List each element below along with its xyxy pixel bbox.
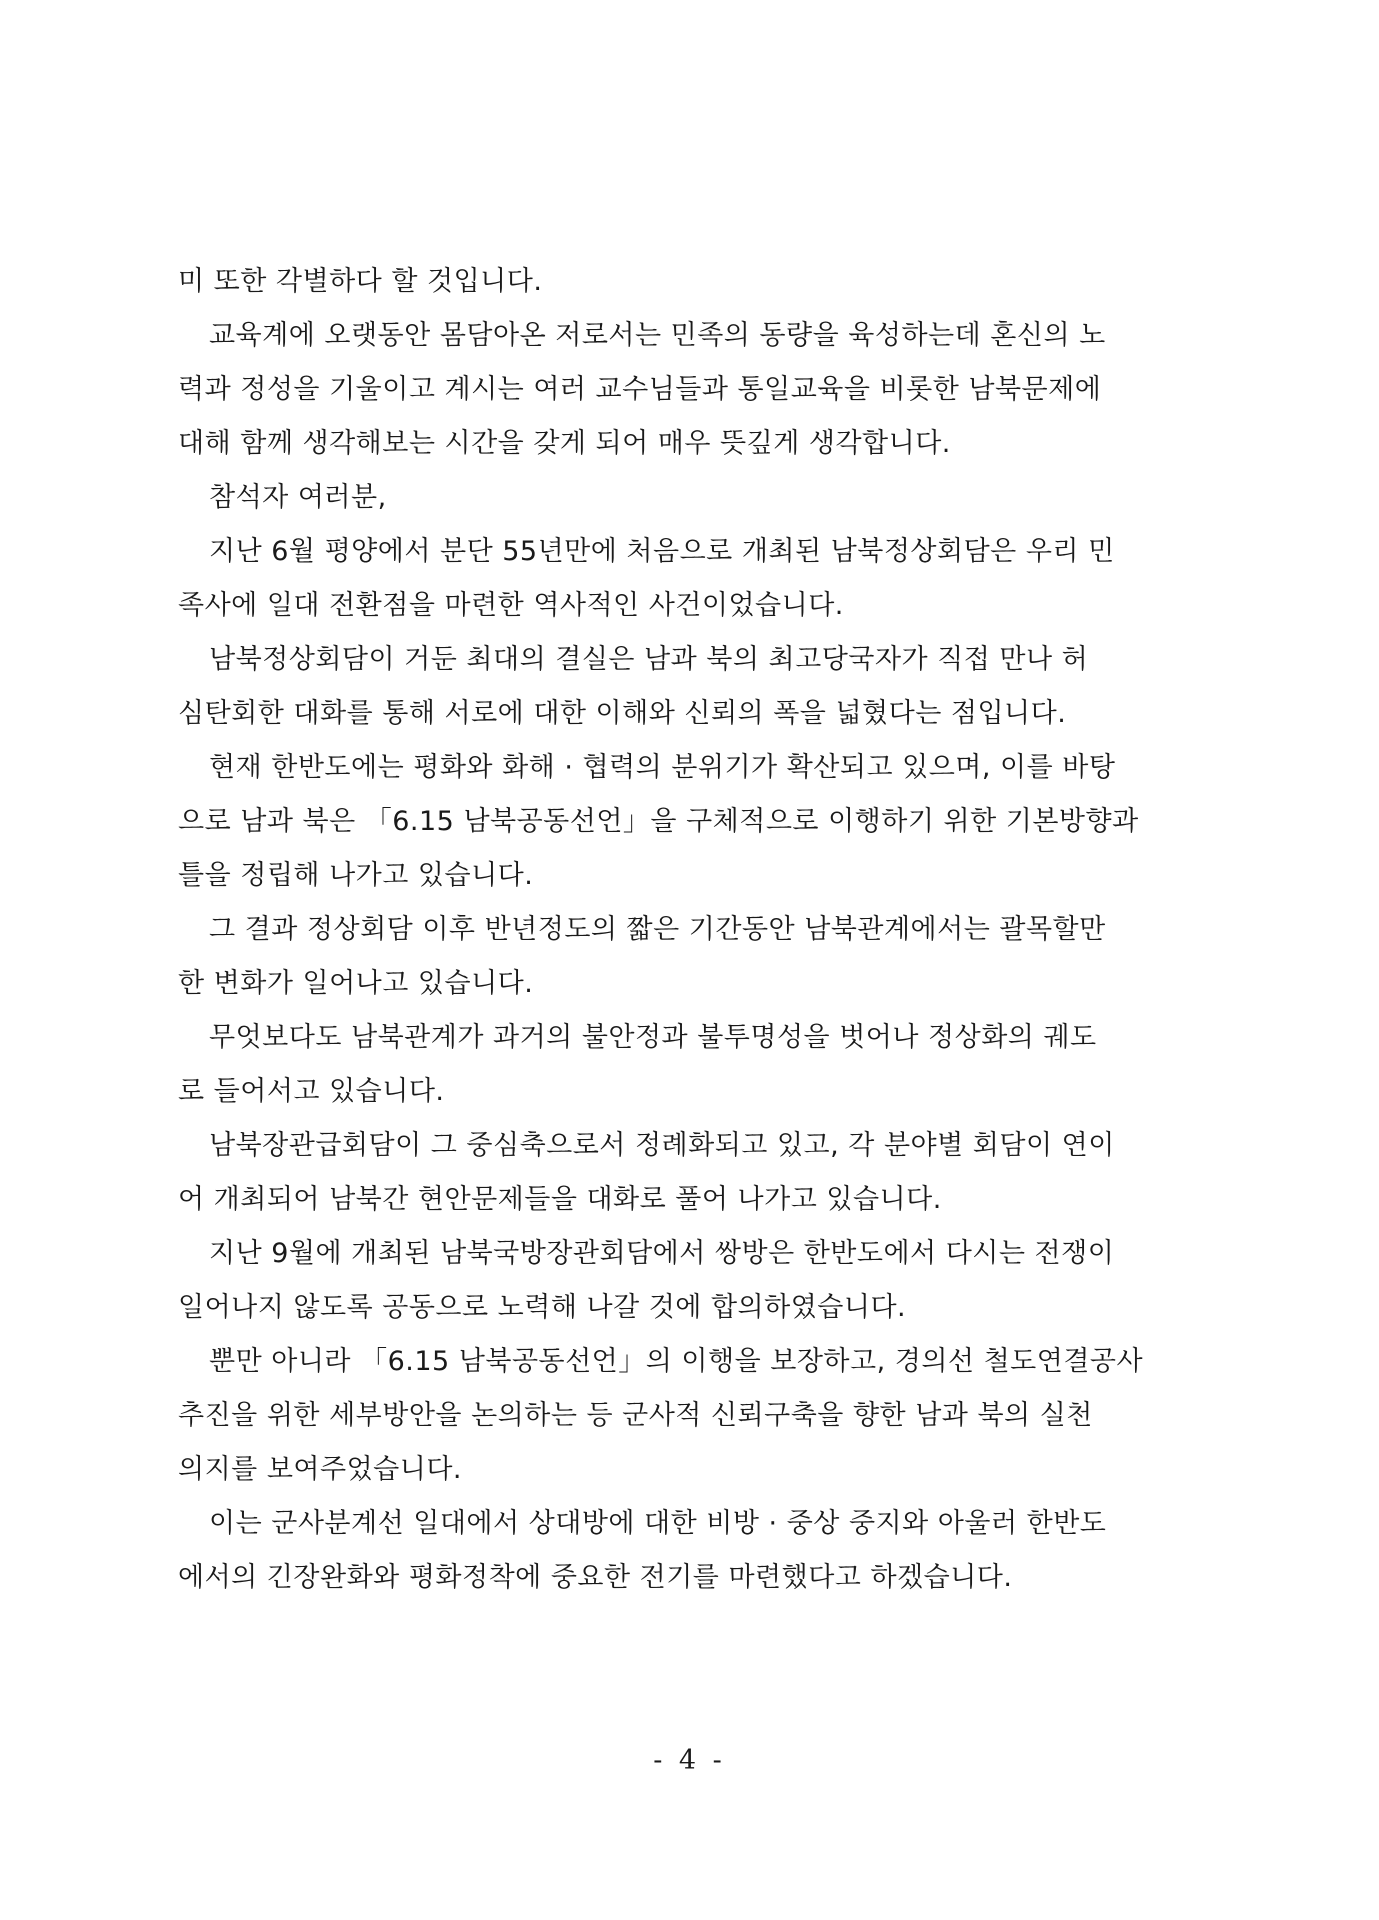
text-line: 지난 9월에 개최된 남북국방장관회담에서 쌍방은 한반도에서 다시는 전쟁이 (209, 1238, 1115, 1269)
text-line: 뿐만 아니라 「6.15 남북공동선언」의 이행을 보장하고, 경의선 철도연결공사 (209, 1346, 1144, 1377)
text-line: 심탄회한 대화를 통해 서로에 대한 이해와 신뢰의 폭을 넓혔다는 점입니다. (178, 698, 1067, 729)
text-line: 의지를 보여주었습니다. (178, 1454, 462, 1485)
text-line: 대해 함께 생각해보는 시간을 갖게 되어 매우 뜻깊게 생각합니다. (178, 428, 951, 459)
text-line: 틀을 정립해 나가고 있습니다. (178, 860, 534, 891)
text-line: 일어나지 않도록 공동으로 노력해 나갈 것에 합의하였습니다. (178, 1292, 907, 1323)
text-line: 족사에 일대 전환점을 마련한 역사적인 사건이었습니다. (178, 590, 844, 621)
text-line: 이는 군사분계선 일대에서 상대방에 대한 비방 · 중상 중지와 아울러 한반도 (209, 1508, 1107, 1539)
text-line: 남북장관급회담이 그 중심축으로서 정례화되고 있고, 각 분야별 회담이 연이 (209, 1130, 1115, 1161)
text-line: 미 또한 각별하다 할 것입니다. (178, 266, 543, 297)
text-line: 그 결과 정상회담 이후 반년정도의 짧은 기간동안 남북관계에서는 괄목할만 (209, 914, 1106, 945)
text-line: 참석자 여러분, (209, 482, 387, 513)
text-line: 남북정상회담이 거둔 최대의 결실은 남과 북의 최고당국자가 직접 만나 허 (209, 644, 1089, 675)
text-line: 력과 정성을 기울이고 계시는 여러 교수님들과 통일교육을 비롯한 남북문제에 (178, 374, 1102, 405)
text-line: 한 변화가 일어나고 있습니다. (178, 968, 534, 999)
document-body (178, 255, 1178, 1605)
text-line: 추진을 위한 세부방안을 논의하는 등 군사적 신뢰구축을 향한 남과 북의 실천 (178, 1400, 1093, 1431)
text-line: 현재 한반도에는 평화와 화해 · 협력의 분위기가 확산되고 있으며, 이를 바탕 (209, 752, 1116, 783)
text-line: 무엇보다도 남북관계가 과거의 불안정과 불투명성을 벗어나 정상화의 궤도 (209, 1022, 1097, 1053)
text-line: 로 들어서고 있습니다. (178, 1076, 445, 1107)
text-line: 에서의 긴장완화와 평화정착에 중요한 전기를 마련했다고 하겠습니다. (178, 1562, 1013, 1593)
text-line: 어 개최되어 남북간 현안문제들을 대화로 풀어 나가고 있습니다. (178, 1184, 942, 1215)
text-line: 으로 남과 북은 「6.15 남북공동선언」을 구체적으로 이행하기 위한 기본방향과 (178, 806, 1139, 837)
text-line: 교육계에 오랫동안 몸담아온 저로서는 민족의 동량을 육성하는데 혼신의 노 (209, 320, 1106, 351)
page-number: - 4 - (653, 1745, 726, 1776)
text-line: 지난 6월 평양에서 분단 55년만에 처음으로 개최된 남북정상회담은 우리 민 (209, 536, 1115, 567)
